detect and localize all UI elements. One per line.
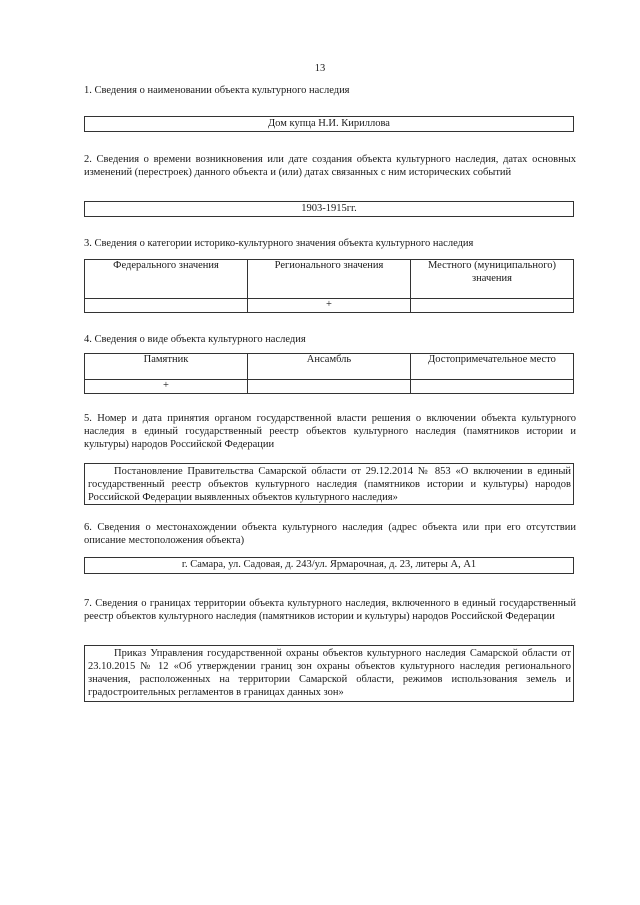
type-mark-row [85,380,574,394]
type-mark-landmark [411,380,574,394]
type-col-landmark: Достопримечательное место [411,354,574,380]
date-box [84,201,574,217]
category-header-row [85,260,574,299]
page-number: 13 [314,63,326,74]
type-col-ensemble: Ансамбль [248,354,411,380]
category-col-federal: Федерального значения [85,260,248,299]
section-4-heading: 4. Сведения о виде объекта культурного наследия [84,334,306,345]
type-header-row [85,354,574,380]
address-box [84,557,574,574]
section-6-heading: 6. Сведения о местонахождении объекта культурного наследия (адрес объекта или при его отсутствии описание местоположения объекта) [84,522,576,546]
section-2-heading: 2. Сведения о времени возникновения или дате создания объекта культурного наследия, датах основных изменений (перестроек) данного объекта и (или) датах связанных с ним исторических событий [84,154,576,178]
section-7-heading: 7. Сведения о границах территории объекта культурного наследия, включенного в единый государственный реестр объектов культурного наследия (памятников истории и культуры) народов Российской Федерации [84,598,576,622]
category-table [84,259,574,313]
date-value: 1903-1915гг. [301,203,357,214]
object-name-value: Дом купца Н.И. Кириллова [268,118,390,129]
object-name-box [84,116,574,132]
category-mark-local [411,299,574,313]
registry-decision-box [84,463,574,505]
type-col-monument: Памятник [85,354,248,380]
address-value: г. Самара, ул. Садовая, д. 243/ул. Ярмарочная, д. 23, литеры А, А1 [181,559,477,570]
category-mark-federal [85,299,248,313]
type-mark-ensemble [248,380,411,394]
section-3-heading: 3. Сведения о категории историко-культурного значения объекта культурного наследия [84,238,474,249]
category-mark-regional: + [248,299,411,313]
registry-decision-value: Постановление Правительства Самарской области от 29.12.2014 № 853 «О включении в единый государственный реестр объектов культурного наследия (памятников истории и культуры) народов Российской Федерации выявленных объектов культурного наследия» [88,466,571,503]
category-col-local: Местного (муниципального) значения [411,260,574,299]
section-1-heading: 1. Сведения о наименовании объекта культурного наследия [84,85,350,96]
category-col-regional: Регионального значения [248,260,411,299]
type-mark-monument: + [85,380,248,394]
category-mark-row [85,299,574,313]
boundaries-order-box [84,645,574,702]
boundaries-order-value: Приказ Управления государственной охраны объектов культурного наследия Самарской области от 23.10.2015 № 12 «Об утверждении границ зон охраны объектов культурного наследия регионального значения, расположенных на территории Самарской области, режимов использования земель и градостроительных регламентов в границах данных зон» [88,648,571,698]
section-5-heading: 5. Номер и дата принятия органом государственной власти решения о включении объекта культурного наследия в единый государственный реестр объектов культурного наследия (памятников истории и культуры) народов Российской Федерации [84,413,576,450]
type-table [84,353,574,394]
